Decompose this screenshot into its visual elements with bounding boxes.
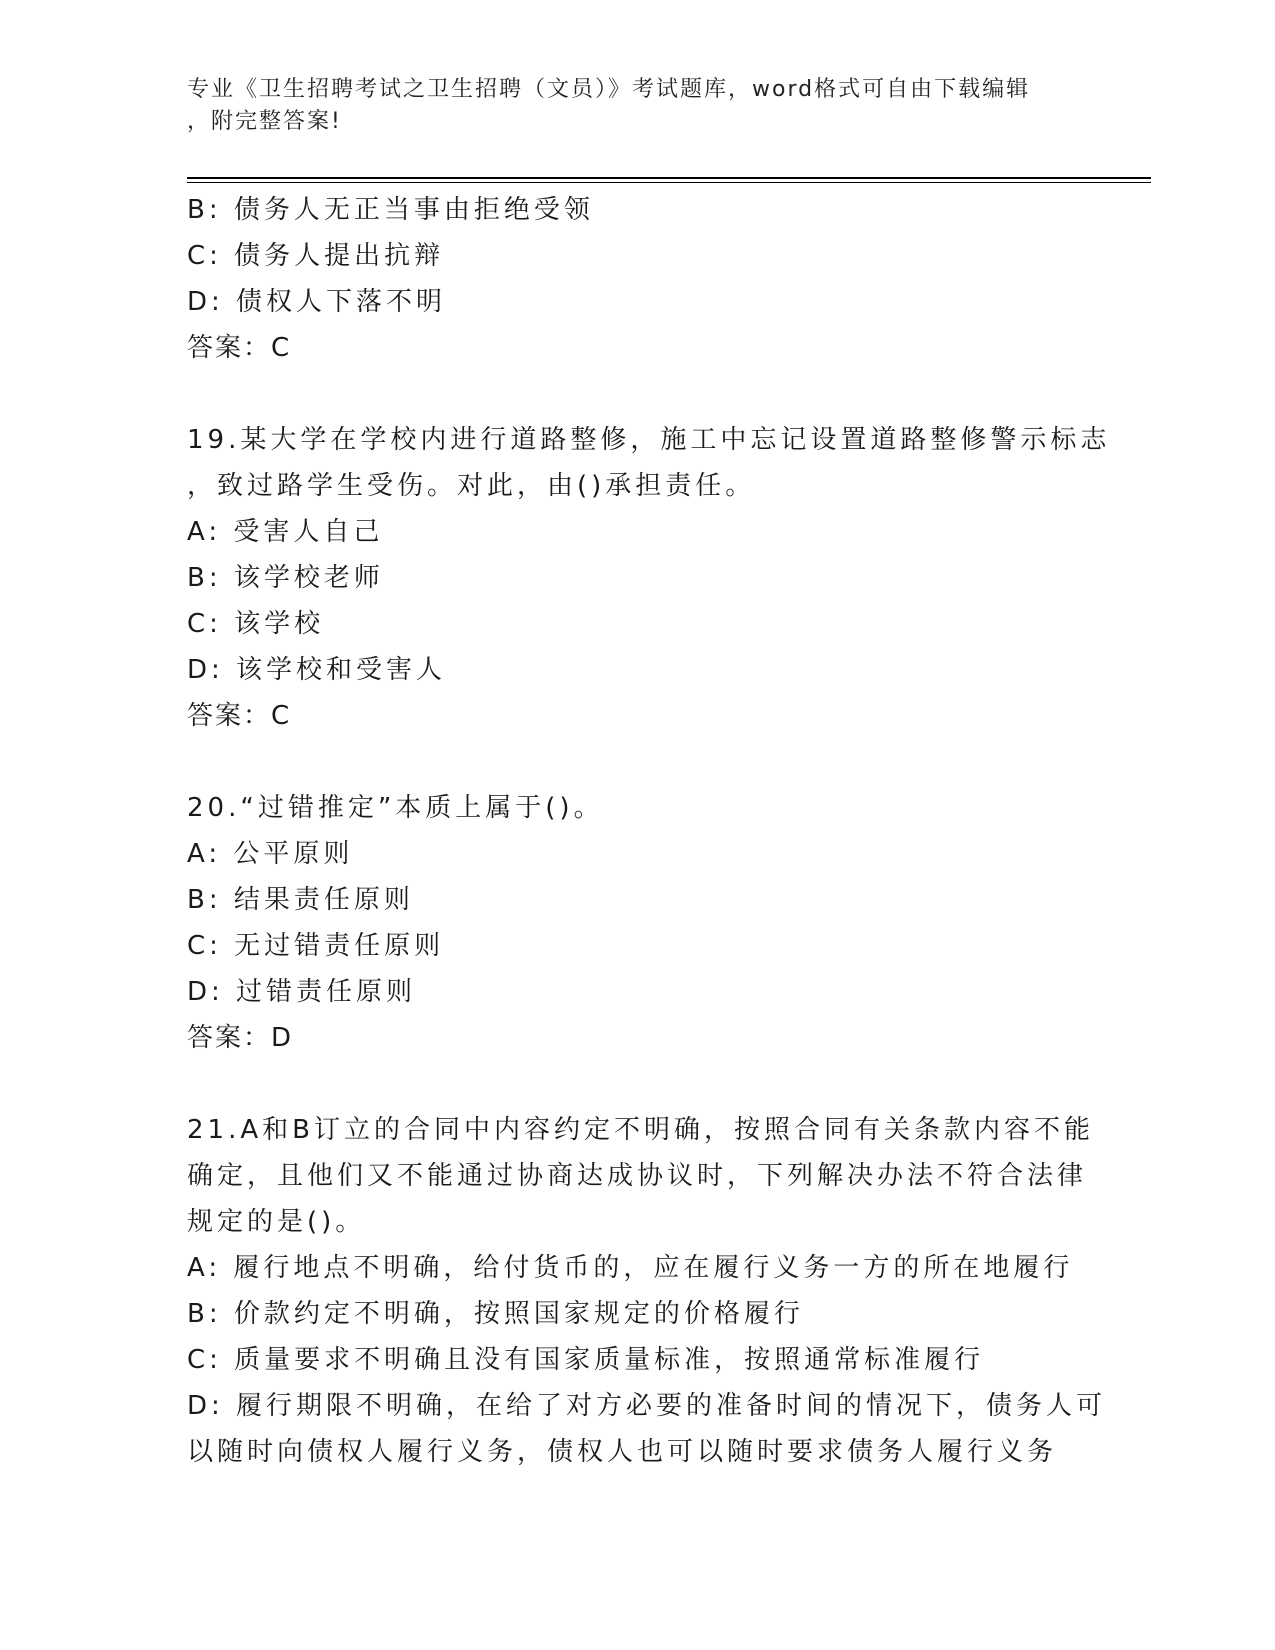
answer-line: 答案：C [187, 701, 292, 731]
spacer [187, 371, 1107, 417]
option-d: D: 债权人下落不明 [187, 287, 447, 317]
header-divider-thick [187, 177, 1151, 179]
question-stem-line: 19.某大学在学校内进行道路整修，施工中忘记设置道路整修警示标志 [187, 425, 1111, 455]
option-b: B: 债务人无正当事由拒绝受领 [187, 195, 594, 225]
question-19 [187, 417, 1111, 739]
option-c: C: 质量要求不明确且没有国家质量标准，按照通常标准履行 [187, 1345, 985, 1375]
spacer [187, 739, 1107, 785]
question-stem-line: 确定，且他们又不能通过协商达成协议时，下列解决办法不符合法律 [187, 1161, 1088, 1191]
option-a: A: 履行地点不明确，给付货币的，应在履行义务一方的所在地履行 [187, 1253, 1074, 1283]
option-c: C: 该学校 [187, 609, 325, 639]
header-divider-thin [187, 182, 1151, 183]
option-d-continued: 以随时向债权人履行义务，债权人也可以随时要求债务人履行义务 [187, 1437, 1058, 1467]
option-d: D: 过错责任原则 [187, 977, 417, 1007]
option-b: B: 结果责任原则 [187, 885, 414, 915]
option-a: A: 受害人自己 [187, 517, 384, 547]
option-d: D: 履行期限不明确，在给了对方必要的准备时间的情况下，债务人可 [187, 1391, 1107, 1421]
spacer [187, 1061, 1107, 1107]
question-stem-line: 规定的是()。 [187, 1207, 366, 1237]
option-c: C: 债务人提出抗辩 [187, 241, 445, 271]
option-b: B: 价款约定不明确，按照国家规定的价格履行 [187, 1299, 804, 1329]
question-stem-line: 20.“过错推定”本质上属于()。 [187, 793, 604, 823]
option-c: C: 无过错责任原则 [187, 931, 445, 961]
header-line-2: ，附完整答案! [187, 109, 342, 134]
question-20 [187, 785, 1107, 1061]
question-stem-line: ，致过路学生受伤。对此，由()承担责任。 [187, 471, 756, 501]
question-18 [187, 187, 1107, 371]
answer-line: 答案：D [187, 1023, 294, 1053]
answer-line: 答案：C [187, 333, 292, 363]
option-b: B: 该学校老师 [187, 563, 384, 593]
option-a: A: 公平原则 [187, 839, 354, 869]
header-line-1: 专业《卫生招聘考试之卫生招聘（文员）》考试题库，word格式可自由下载编辑 [187, 77, 1031, 102]
document-header [187, 74, 1087, 138]
question-21 [187, 1107, 1107, 1475]
question-stem-line: 21.A和B订立的合同中内容约定不明确，按照合同有关条款内容不能 [187, 1115, 1094, 1145]
option-d: D: 该学校和受害人 [187, 655, 447, 685]
question-list [187, 187, 1111, 1475]
